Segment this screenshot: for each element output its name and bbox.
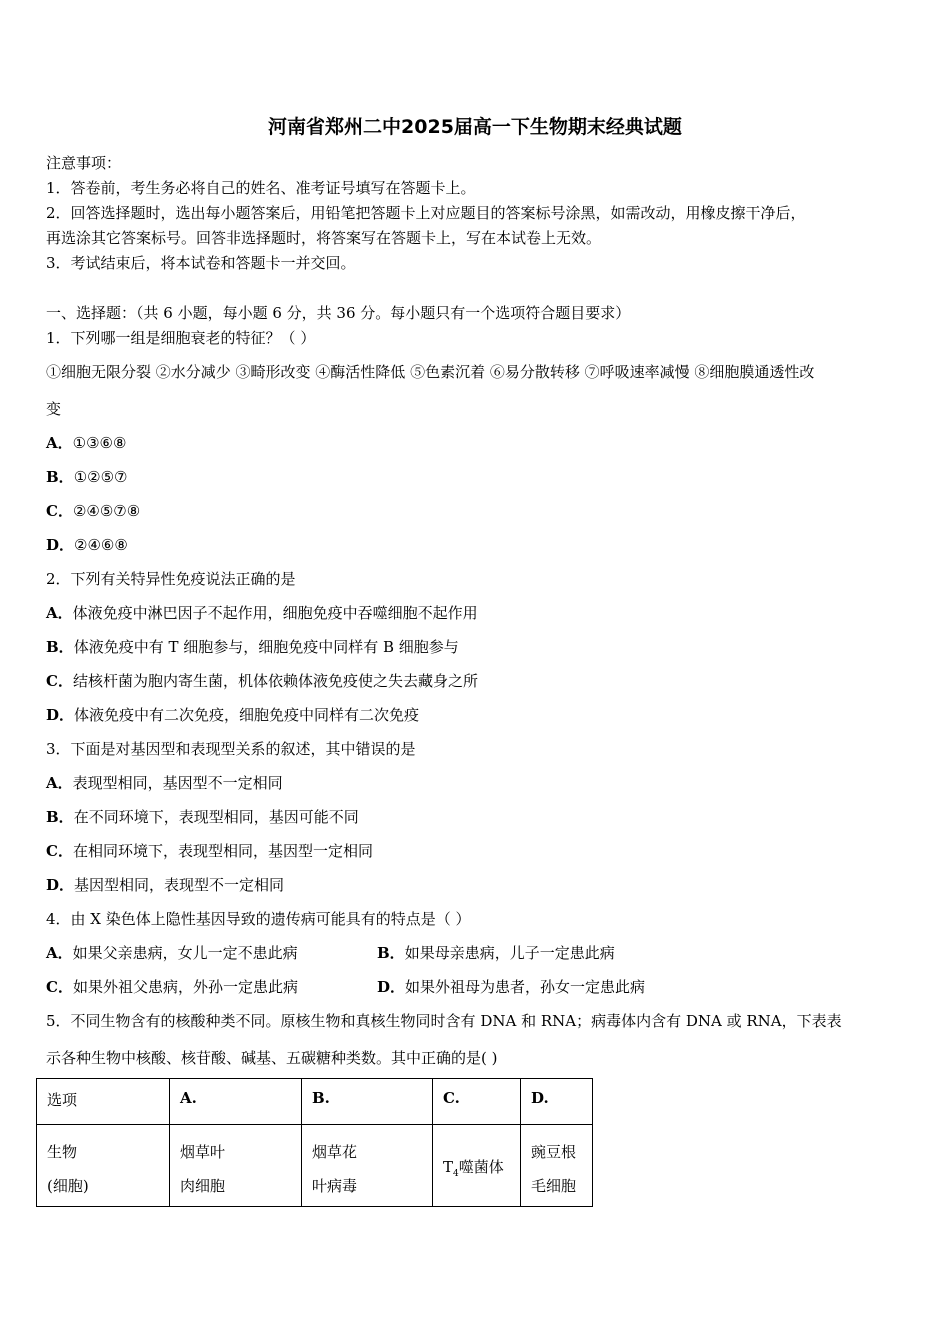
q1-option-b[interactable]: [46, 466, 127, 487]
option-text: ②④⑥⑧: [74, 536, 128, 554]
header-cell-a: A.: [170, 1079, 302, 1125]
page-title: 河南省郑州二中2025届高一下生物期末经典试题: [268, 116, 682, 138]
option-label: B．: [377, 944, 405, 962]
option-label: A．: [46, 434, 73, 452]
option-label: A．: [46, 604, 73, 622]
q4-stem: 4．由 X 染色体上隐性基因导致的遗传病可能具有的特点是（ ）: [46, 910, 471, 928]
cell-c: [433, 1125, 521, 1207]
option-text: 体液免疫中淋巴因子不起作用，细胞免疫中吞噬细胞不起作用: [72, 604, 478, 622]
option-label: A．: [46, 774, 73, 792]
option-text: 体液免疫中有 T 细胞参与，细胞免疫中同样有 B 细胞参与: [73, 638, 459, 656]
table-row: [37, 1125, 593, 1207]
notice-item-2: 2．回答选择题时，选出每小题答案后，用铅笔把答题卡上对应题目的答案标号涂黑，如需改动，用橡皮擦干净后，: [46, 204, 806, 222]
option-label: A．: [46, 944, 73, 962]
q4-option-c[interactable]: [46, 976, 298, 997]
cell-d-line-2: 毛细胞: [531, 1177, 577, 1195]
option-label: B．: [46, 808, 74, 826]
cell-b-line-2: 叶病毒: [312, 1177, 358, 1195]
q3-option-d[interactable]: [46, 874, 284, 895]
header-cell-option: 选项: [37, 1079, 170, 1125]
q5-stem: 5．不同生物含有的核酸种类不同。原核生物和真核生物同时含有 DNA 和 RNA；病毒体内含有 DNA 或 RNA，下表表: [46, 1012, 842, 1030]
cell-a-line-1: 烟草叶: [180, 1143, 226, 1161]
option-text: ②④⑤⑦⑧: [72, 502, 141, 520]
option-text: 如果父亲患病，女儿一定不患此病: [72, 944, 298, 962]
cell-b: [302, 1125, 433, 1207]
q3-option-b[interactable]: [46, 806, 359, 827]
cell-d: [521, 1125, 593, 1207]
option-label: C．: [46, 672, 73, 690]
option-text: 在不同环境下，表现型相同，基因可能不同: [73, 808, 359, 826]
notice-item-3: 3．考试结束后，将本试卷和答题卡一并交回。: [46, 254, 356, 272]
option-label: D．: [46, 876, 75, 894]
option-label: D．: [46, 536, 75, 554]
cell-c-subscript: 4: [453, 1169, 459, 1179]
q3-option-c[interactable]: [46, 840, 373, 861]
row-label-cell: [37, 1125, 170, 1207]
option-text: 体液免疫中有二次免疫，细胞免疫中同样有二次免疫: [74, 706, 420, 724]
option-label: C．: [46, 978, 73, 996]
option-text: 如果外祖母为患者，孙女一定患此病: [405, 978, 646, 996]
q2-option-a[interactable]: [46, 602, 478, 623]
q2-stem: 2．下列有关特异性免疫说法正确的是: [46, 570, 296, 588]
option-text: 表现型相同，基因型不一定相同: [72, 774, 283, 792]
q4-option-d[interactable]: [377, 976, 645, 997]
cell-c-rest: 噬菌体: [458, 1158, 504, 1176]
header-cell-d: D.: [521, 1079, 593, 1125]
q5-table: [36, 1078, 593, 1207]
cell-a: [170, 1125, 302, 1207]
option-label: D．: [377, 978, 406, 996]
option-text: ①③⑥⑧: [72, 434, 127, 452]
option-label: B．: [46, 638, 74, 656]
section-heading: 一、选择题：（共 6 小题，每小题 6 分，共 36 分。每小题只有一个选项符合题目要求）: [46, 304, 631, 322]
q4-option-a[interactable]: [46, 942, 298, 963]
q1-option-d[interactable]: [46, 534, 128, 555]
q1-option-c[interactable]: [46, 500, 140, 521]
q3-stem: 3．下面是对基因型和表现型关系的叙述，其中错误的是: [46, 740, 416, 758]
q1-desc-cont: 变: [46, 400, 62, 418]
option-text: 如果母亲患病，儿子一定患此病: [404, 944, 615, 962]
option-text: 基因型相同，表现型不一定相同: [74, 876, 285, 894]
option-label: D．: [46, 706, 75, 724]
notice-item-2-cont: 再选涂其它答案标号。回答非选择题时，将答案写在答题卡上，写在本试卷上无效。: [46, 229, 602, 247]
option-text: 在相同环境下，表现型相同，基因型一定相同: [72, 842, 373, 860]
header-cell-c: C.: [433, 1079, 521, 1125]
q1-desc: ①细胞无限分裂 ②水分减少 ③畸形改变 ④酶活性降低 ⑤色素沉着 ⑥易分散转移 ⑦呼吸速率减慢 ⑧细胞膜通透性改: [46, 363, 815, 381]
q2-option-c[interactable]: [46, 670, 478, 691]
cell-a-line-2: 肉细胞: [180, 1177, 226, 1195]
q2-option-d[interactable]: [46, 704, 419, 725]
notice-item-1: 1．答卷前，考生务必将自己的姓名、准考证号填写在答题卡上。: [46, 179, 476, 197]
cell-b-line-1: 烟草花: [312, 1143, 358, 1161]
q1-stem: 1．下列哪一组是细胞衰老的特征？（ ）: [46, 329, 316, 347]
option-text: 如果外祖父患病，外孙一定患此病: [72, 978, 298, 996]
table-header-row: [37, 1079, 593, 1125]
q1-option-a[interactable]: [46, 432, 126, 453]
q5-stem-cont: 示各种生物中核酸、核苷酸、碱基、五碳糖种类数。其中正确的是( ): [46, 1049, 498, 1067]
cell-d-line-1: 豌豆根: [531, 1143, 577, 1161]
row-label-line-1: 生物: [47, 1143, 78, 1161]
notice-heading: 注意事项：: [46, 154, 122, 172]
q3-option-a[interactable]: [46, 772, 283, 793]
option-text: 结核杆菌为胞内寄生菌，机体依赖体液免疫使之失去藏身之所: [72, 672, 478, 690]
row-label-line-2: (细胞): [47, 1177, 89, 1195]
option-label: C．: [46, 842, 73, 860]
option-text: ①②⑤⑦: [73, 468, 128, 486]
option-label: B．: [46, 468, 74, 486]
header-cell-b: B.: [302, 1079, 433, 1125]
q4-option-b[interactable]: [377, 942, 615, 963]
q2-option-b[interactable]: [46, 636, 459, 657]
option-label: C．: [46, 502, 73, 520]
cell-c-main: T: [443, 1158, 454, 1176]
